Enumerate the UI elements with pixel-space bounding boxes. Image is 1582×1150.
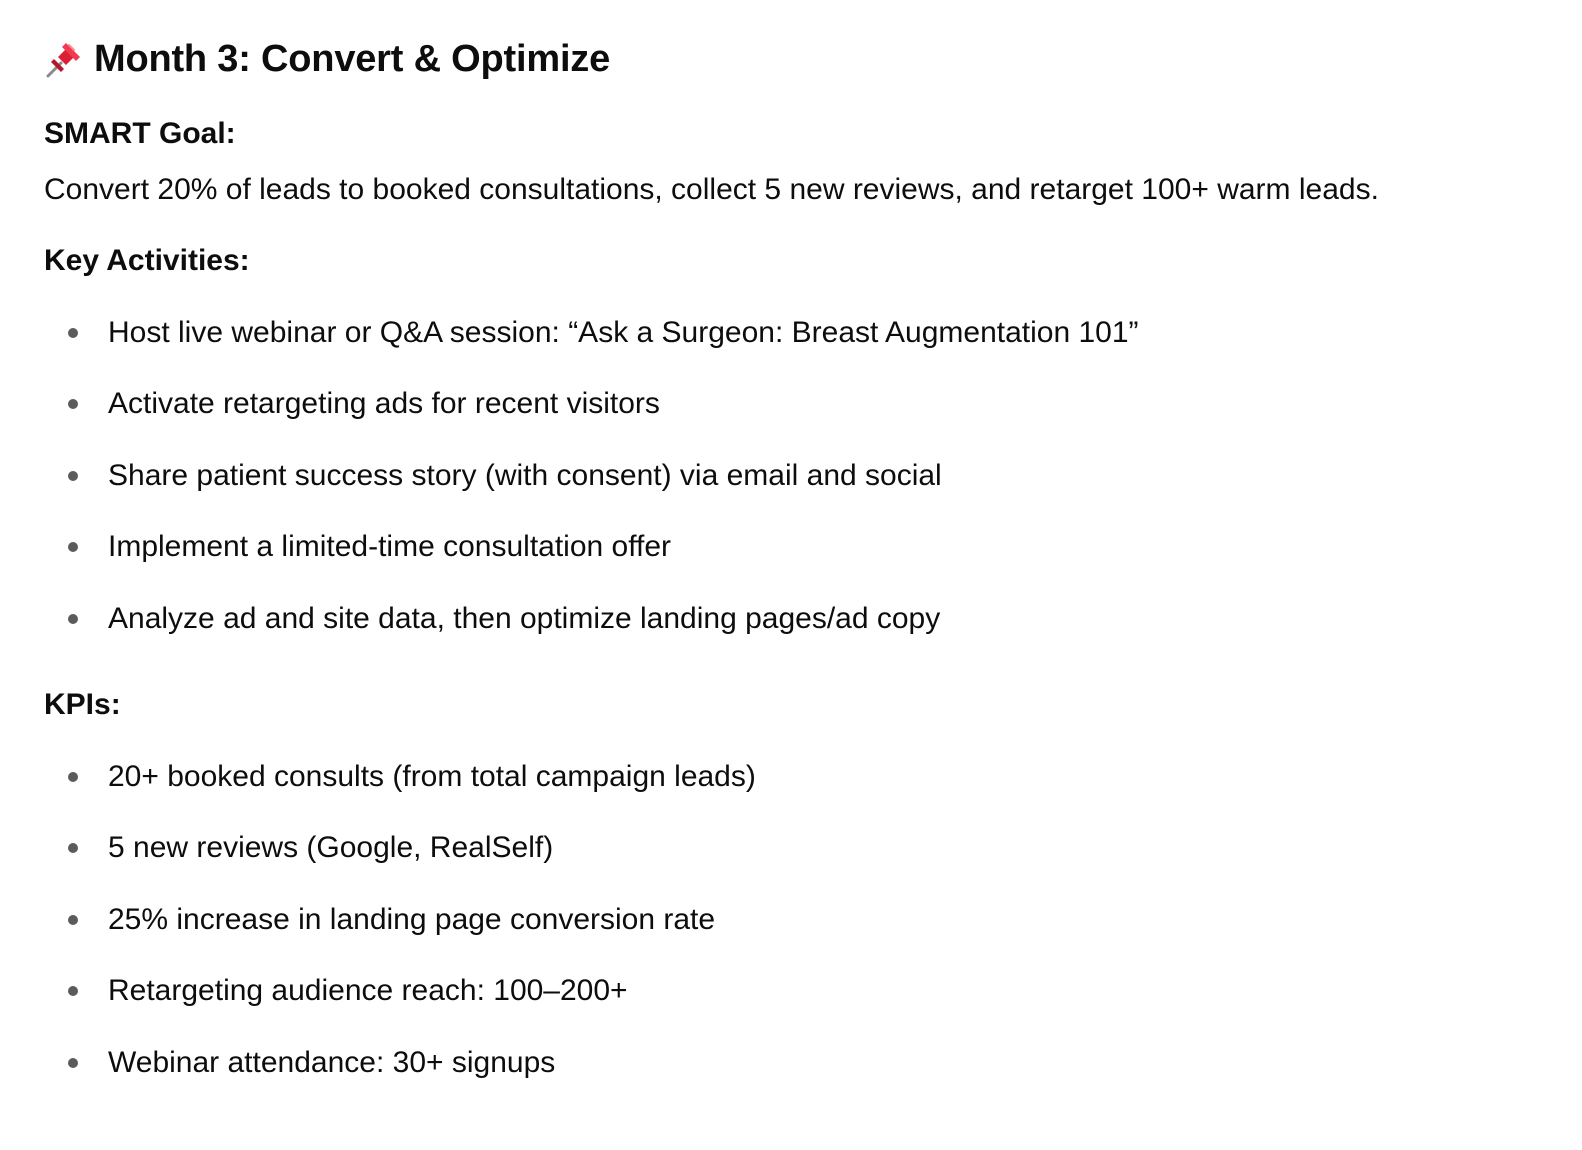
list-item-text: Implement a limited-time consultation offer — [108, 530, 672, 564]
bullet-icon — [68, 328, 78, 338]
pushpin-icon — [44, 39, 84, 79]
list-item-text: Host live webinar or Q&A session: “Ask a Surgeon: Breast Augmentation 101” — [108, 315, 1139, 349]
smart-goal-label: SMART Goal: — [44, 117, 236, 150]
kpis-label: KPIs: — [44, 688, 121, 721]
list-item-text: 5 new reviews (Google, RealSelf) — [108, 831, 554, 865]
bullet-icon — [68, 614, 78, 624]
list-item-text: Analyze ad and site data, then optimize landing pages/ad copy — [108, 601, 941, 635]
smart-goal-text: Convert 20% of leads to booked consultations, collect 5 new reviews, and retarget 100+ warm leads. — [44, 173, 1379, 206]
bullet-icon — [68, 542, 78, 552]
list-item-text: Retargeting audience reach: 100–200+ — [108, 974, 628, 1008]
list-item-text: 20+ booked consults (from total campaign leads) — [108, 759, 756, 793]
list-item-text: Share patient success story (with consent) via email and social — [108, 458, 942, 492]
bullet-icon — [68, 915, 78, 925]
list-item-text: 25% increase in landing page conversion rate — [108, 902, 716, 936]
page-title: Month 3: Convert & Optimize — [94, 38, 611, 80]
bullet-icon — [68, 1058, 78, 1068]
bullet-icon — [68, 471, 78, 481]
bullet-icon — [68, 986, 78, 996]
list-item-text: Activate retargeting ads for recent visitors — [108, 387, 660, 421]
bullet-icon — [68, 399, 78, 409]
bullet-icon — [68, 843, 78, 853]
bullet-icon — [68, 772, 78, 782]
key-activities-label: Key Activities: — [44, 244, 250, 277]
list-item-text: Webinar attendance: 30+ signups — [108, 1045, 556, 1079]
heading-row — [44, 34, 610, 84]
